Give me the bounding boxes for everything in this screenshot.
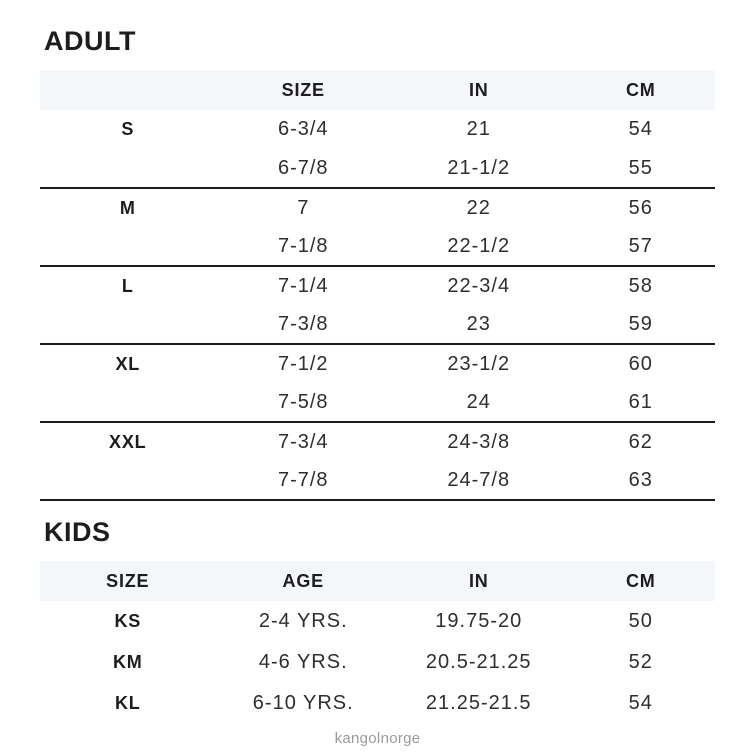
adult-section-title: ADULT (44, 26, 136, 56)
age-cell: 6-10 YRS. (252, 692, 354, 714)
size-label-cell (40, 461, 216, 500)
table-row (40, 642, 715, 683)
size-label-cell: KS (114, 611, 142, 631)
inches-cell: 20.5-21.25 (425, 651, 532, 673)
cm-cell: 52 (628, 651, 653, 673)
adult-header-row (40, 70, 715, 110)
kids-header-row (40, 561, 715, 601)
cm-cell: 54 (628, 118, 653, 140)
adult-col-header-blank (40, 70, 216, 110)
inches-cell: 21-1/2 (391, 149, 567, 188)
hat-size-cell: 7-5/8 (216, 383, 392, 422)
table-row (40, 344, 715, 383)
hat-size-cell: 7-1/2 (277, 352, 329, 375)
cm-cell: 57 (567, 227, 716, 266)
inches-cell: 23 (391, 305, 567, 344)
table-row (40, 149, 715, 188)
inches-cell: 24-7/8 (391, 461, 567, 500)
table-row (40, 305, 715, 344)
cm-cell: 58 (628, 274, 653, 297)
hat-size-cell: 7-3/8 (216, 305, 392, 344)
inches-cell: 23-1/2 (447, 352, 511, 375)
hat-size-cell: 7 (297, 196, 310, 219)
size-label-cell: S (121, 119, 135, 139)
kids-col-header-size: SIZE (40, 561, 216, 601)
inches-cell: 24 (391, 383, 567, 422)
cm-cell: 55 (567, 149, 716, 188)
kids-col-header-age: AGE (216, 561, 392, 601)
cm-cell: 54 (628, 692, 653, 714)
size-label-cell: L (121, 275, 134, 296)
adult-col-header-size: SIZE (216, 70, 392, 110)
size-label-cell: KM (112, 652, 143, 672)
hat-size-cell: 7-1/8 (216, 227, 392, 266)
cm-cell: 59 (567, 305, 716, 344)
kids-col-header-in: IN (391, 561, 567, 601)
hat-size-cell: 6-7/8 (216, 149, 392, 188)
inches-cell: 21.25-21.5 (425, 692, 532, 714)
inches-cell: 22-1/2 (391, 227, 567, 266)
cm-cell: 62 (628, 430, 653, 453)
adult-size-table (40, 70, 715, 501)
table-row (40, 461, 715, 500)
hat-size-cell: 7-7/8 (216, 461, 392, 500)
size-label-cell (40, 383, 216, 422)
cm-cell: 50 (628, 610, 653, 632)
inches-cell: 21 (466, 118, 491, 140)
inches-cell: 22 (466, 196, 491, 219)
kids-col-header-cm: CM (567, 561, 716, 601)
size-label-cell: XL (115, 353, 141, 374)
table-row (40, 383, 715, 422)
age-cell: 2-4 YRS. (258, 610, 348, 632)
table-row (40, 188, 715, 227)
age-cell: 4-6 YRS. (258, 651, 348, 673)
hat-size-cell: 6-3/4 (277, 118, 329, 140)
size-label-cell: XXL (109, 431, 147, 452)
table-row (40, 683, 715, 724)
cm-cell: 63 (567, 461, 716, 500)
size-label-cell: KL (114, 693, 141, 713)
table-row (40, 266, 715, 305)
cm-cell: 61 (567, 383, 716, 422)
hat-size-cell: 7-3/4 (277, 430, 329, 453)
size-label-cell (40, 149, 216, 188)
size-label-cell: M (119, 197, 136, 218)
kids-size-table (40, 561, 715, 724)
table-row (40, 601, 715, 642)
table-row (40, 227, 715, 266)
inches-cell: 22-3/4 (447, 274, 511, 297)
kids-section-title: KIDS (44, 517, 111, 547)
inches-cell: 19.75-20 (435, 610, 523, 632)
table-row (40, 110, 715, 149)
inches-cell: 24-3/8 (447, 430, 511, 453)
adult-col-header-cm: CM (567, 70, 716, 110)
table-row (40, 422, 715, 461)
adult-col-header-in: IN (391, 70, 567, 110)
cm-cell: 60 (628, 352, 653, 375)
size-label-cell (40, 227, 216, 266)
footer-brand-text: kangolnorge (334, 730, 421, 747)
hat-size-cell: 7-1/4 (277, 274, 329, 297)
cm-cell: 56 (628, 196, 653, 219)
size-label-cell (40, 305, 216, 344)
